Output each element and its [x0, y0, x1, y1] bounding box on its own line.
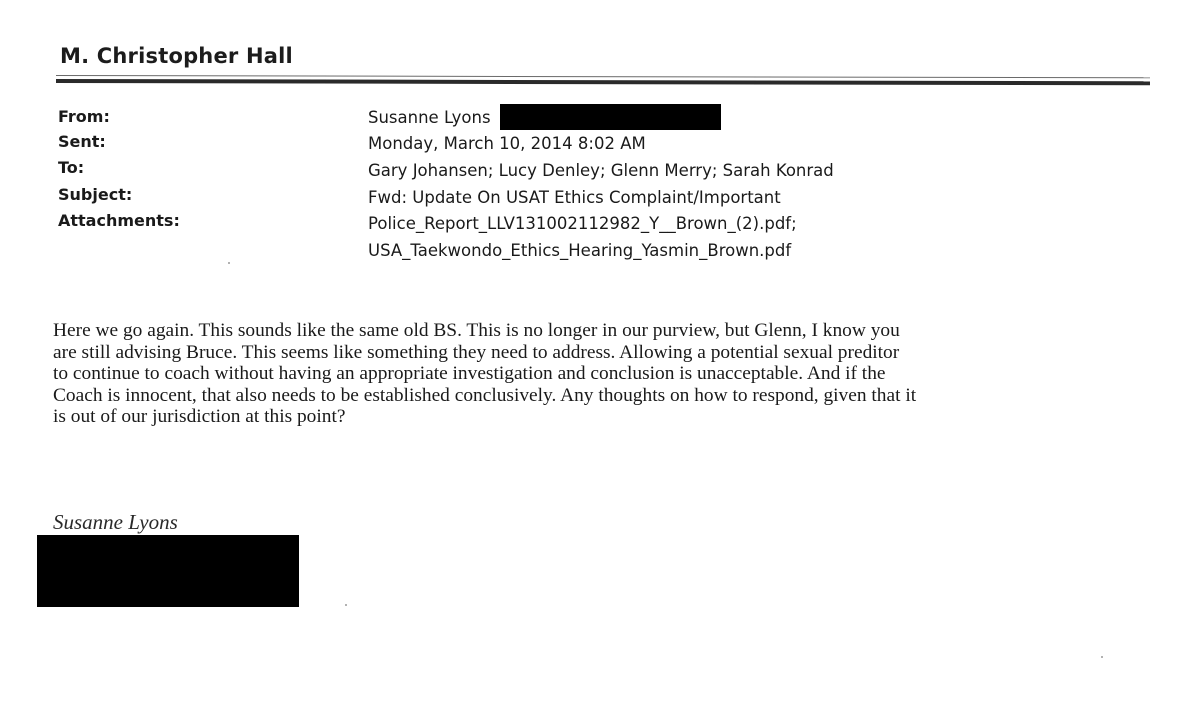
header-rule-thin	[56, 75, 1150, 78]
body-line: are still advising Bruce. This seems like something they need to address. Allowing a potential sexual preditor	[53, 341, 900, 363]
sent-label: Sent:	[58, 132, 106, 151]
to-label: To:	[58, 158, 85, 177]
redaction-signature-block	[37, 535, 299, 607]
body-line: Here we go again. This sounds like the same old BS. This is no longer in our purview, but Glenn, I know you	[53, 320, 900, 341]
from-value: Susanne Lyons	[368, 108, 491, 127]
attachment-item: USA_Taekwondo_Ethics_Hearing_Yasmin_Brown.pdf	[368, 241, 792, 260]
scan-speck	[228, 262, 230, 264]
redaction-from-email	[500, 104, 721, 130]
scan-speck	[1101, 656, 1103, 658]
body-line: Coach is innocent, that also needs to be established conclusively. Any thoughts on how to respond, given that it	[53, 384, 917, 406]
email-body	[53, 320, 1153, 428]
from-label: From:	[58, 107, 110, 126]
header-rule	[56, 79, 1150, 85]
attachments-label: Attachments:	[58, 211, 180, 230]
document-owner-name: M. Christopher Hall	[60, 44, 293, 68]
subject-label: Subject:	[58, 185, 133, 204]
sent-value: Monday, March 10, 2014 8:02 AM	[368, 134, 646, 153]
body-line: to continue to coach without having an appropriate investigation and conclusion is unacceptable. And if the	[53, 363, 886, 384]
attachment-item: Police_Report_LLV131002112982_Y__Brown_(2).pdf;	[368, 214, 797, 233]
to-value: Gary Johansen; Lucy Denley; Glenn Merry; Sarah Konrad	[368, 161, 834, 180]
subject-value: Fwd: Update On USAT Ethics Complaint/Important	[368, 188, 781, 207]
scan-speck	[345, 604, 347, 606]
signature-name: Susanne Lyons	[53, 510, 178, 534]
body-line: is out of our jurisdiction at this point?	[53, 406, 346, 427]
